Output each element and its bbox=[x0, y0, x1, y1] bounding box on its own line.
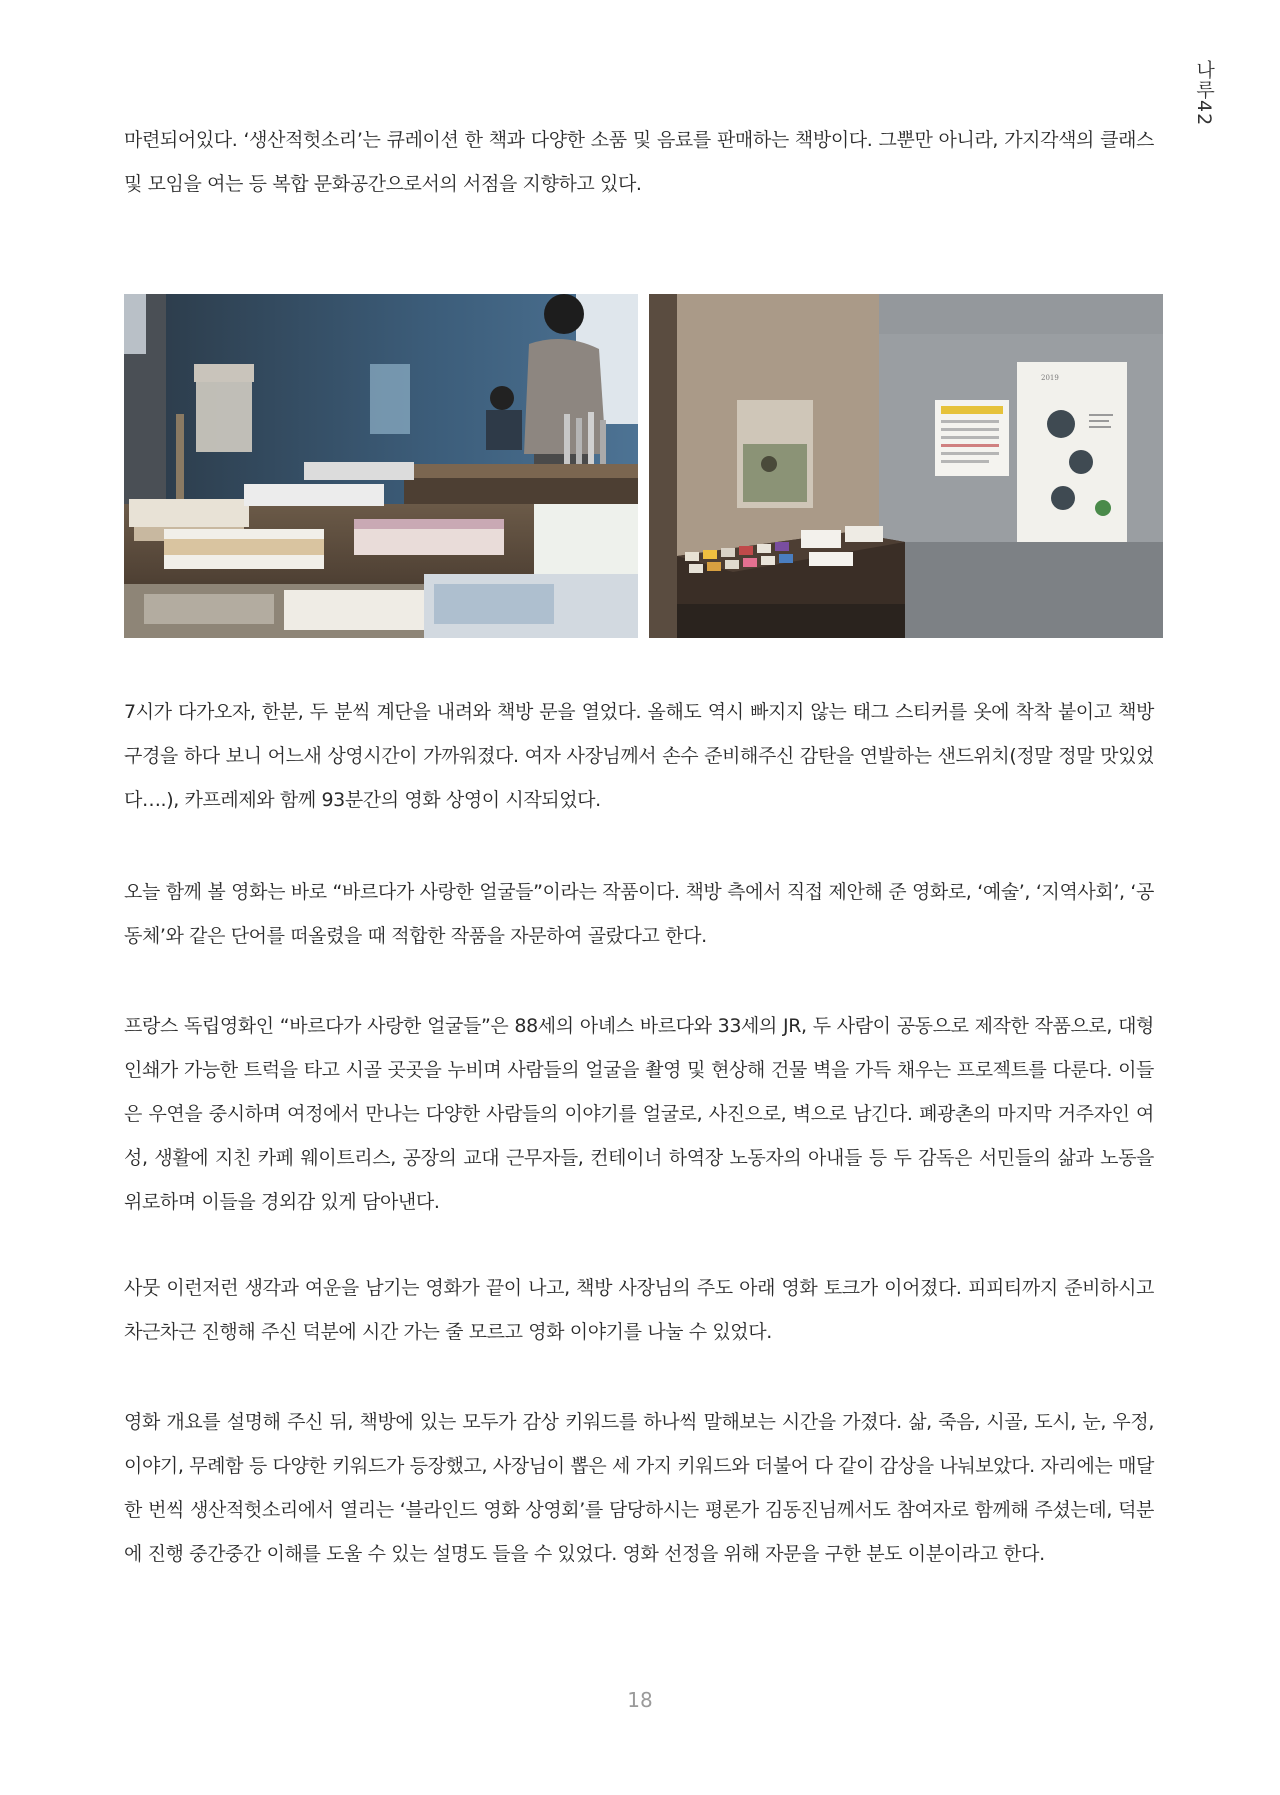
corner-display-photo bbox=[649, 294, 1163, 638]
poster-year: 2019 bbox=[1041, 374, 1059, 382]
bookstore-interior-photo bbox=[124, 294, 638, 638]
paragraph-6: 영화 개요를 설명해 주신 뒤, 책방에 있는 모두가 감상 키워드를 하나씩 말해보는 시간을 가졌다. 삶, 죽음, 시골, 도시, 눈, 우정, 이야기, 무례함 등 다양한 키워드가 등장했고, 사장님이 뽑은 세 가지 키워드와 더불어 다 같이 감상을 나눠보았다. 자리에는 매달 한 번씩 생산적헛소리에서 열리는 ‘블라인드 영화 상영회’를 담당하시는 평론가 김동진님께서도 참여자로 함께해 주셨는데, 덕분에 진행 중간중간 이해를 도울 수 있는 설명도 들을 수 있었다. 영화 선정을 위해 자문을 구한 분도 이분이라고 한다. bbox=[124, 1411, 1154, 1565]
side-title: 나루42 bbox=[1193, 60, 1215, 127]
paragraph-2: 7시가 다가오자, 한분, 두 분씩 계단을 내려와 책방 문을 열었다. 올해도 역시 빠지지 않는 태그 스티커를 옷에 착착 붙이고 책방 구경을 하다 보니 어느새 상영시간이 가까워졌다. 여자 사장님께서 손수 준비해주신 감탄을 연발하는 샌드위치(정말 정말 맛있었다….), 카프레제와 함께 93분간의 영화 상영이 시작되었다. bbox=[124, 701, 1154, 811]
paragraph-3: 오늘 함께 볼 영화는 바로 “바르다가 사랑한 얼굴들”이라는 작품이다. 책방 측에서 직접 제안해 준 영화로, ‘예술’, ‘지역사회’, ‘공동체’와 같은 단어를 떠올렸을 때 적합한 작품을 자문하여 골랐다고 한다. bbox=[124, 881, 1154, 947]
paragraph-4: 프랑스 독립영화인 “바르다가 사랑한 얼굴들”은 88세의 아녜스 바르다와 33세의 JR, 두 사람이 공동으로 제작한 작품으로, 대형 인쇄가 가능한 트럭을 타고 시골 곳곳을 누비며 사람들의 얼굴을 촬영 및 현상해 건물 벽을 가득 채우는 프로젝트를 다룬다. 이들은 우연을 중시하며 여정에서 만나는 다양한 사람들의 이야기를 얼굴로, 사진으로, 벽으로 남긴다. 폐광촌의 마지막 거주자인 여성, 생활에 지친 카페 웨이트리스, 공장의 교대 근무자들, 컨테이너 하역장 노동자의 아내들 등 두 감독은 서민들의 삶과 노동을 위로하며 이들을 경외감 있게 담아낸다. bbox=[124, 1015, 1154, 1213]
paragraph-5: 사뭇 이런저런 생각과 여운을 남기는 영화가 끝이 나고, 책방 사장님의 주도 아래 영화 토크가 이어졌다. 피피티까지 준비하시고 차근차근 진행해 주신 덕분에 시간 가는 줄 모르고 영화 이야기를 나눌 수 있었다. bbox=[124, 1277, 1154, 1343]
paragraph-1: 마련되어있다. ‘생산적헛소리’는 큐레이션 한 책과 다양한 소품 및 음료를 판매하는 책방이다. 그뿐만 아니라, 가지각색의 클래스 및 모임을 여는 등 복합 문화공간으로서의 서점을 지향하고 있다. bbox=[124, 129, 1154, 195]
page-number: 18 bbox=[627, 1688, 653, 1712]
